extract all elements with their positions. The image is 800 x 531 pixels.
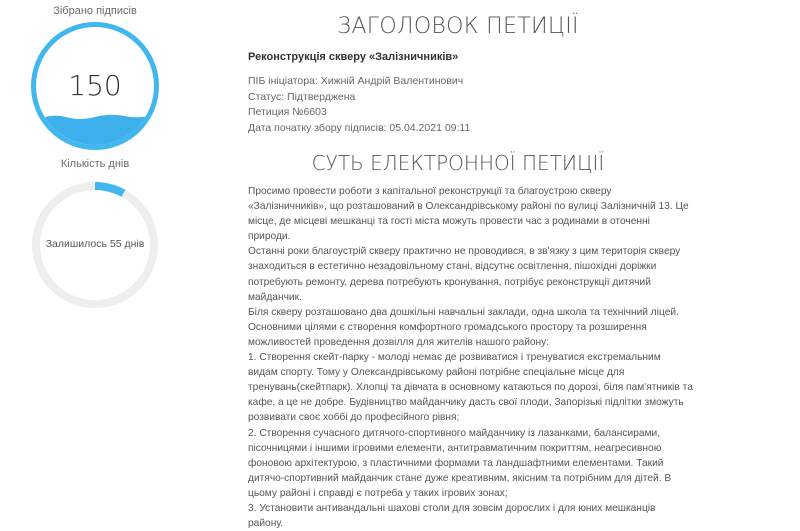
essence-paragraph: 2. Створення сучасного дитячого-спортивного майданчику із лазанками, балансирами, пісочницями і іншими ігровими елементи, антитравматичним покриттям, неагресивною фоновою архітектурою, з пластичними формами та ландшафтними елементами. Такий дитячо-спортивний майданчик стане дуже креативним, якісним та потрібним для дітей. В цьому районі і справді є потреба у таких ігрових зонах;	[248, 427, 672, 499]
petition-number: Петиция №6603	[248, 106, 327, 118]
petition-header: ЗАГОЛОВОК ПЕТИЦІЇ	[337, 14, 579, 39]
essence-paragraph: 3. Установити антивандальні шахові столи для зовсім дорослих і для юних мешканців району.	[248, 502, 656, 530]
essence-paragraph: 1. Створення скейт-парку - молоді немає де розвиватися і тренуватися екстремальним видам спорту. Тому у Олександрівському районі потрібне спеціальне місце для тренувань(скейтпарк). Хлопці та дівчата в основному катаються по дорозі, біля пам'ятників та кафе, а це не добре. Будівництво майданчику дасть свої плоди, Запорізькі підлітки зможуть розвивати своє хоббі до професійного рівня;	[248, 352, 693, 424]
days-label: Кількість днів	[60, 158, 130, 170]
wave-shape	[36, 111, 154, 121]
essence-paragraph: Останні роки благоустрій скверу практично не проводився, в зв'язку з цим територія скверу знаходиться в естетично незадовільному стані, відсутнє освітлення, пішохідні доріжки потребують ремонту, дерева потребують кронування, потрібує реконструкції дитячий майданчик.	[248, 246, 681, 303]
days-left-text: Залишилось 55 днів	[45, 238, 145, 250]
essence-paragraph: Просимо провести роботи з капітальної реконструкції та благоустрою скверу «Залізничників», що розташований в Олександрівському районі по вулиці Залізничній 13. Це місце, де місцеві мешканці та гості міста можуть провести час з родинами в оточенні природи.	[248, 186, 689, 243]
initiator-info: ПІБ ініціатора: Хижній Андрій Валентинович	[248, 75, 464, 87]
essence-paragraph: Біля скверу розташовано два дошкільні навчальні заклади, одна школа та технічний ліцей.	[248, 306, 679, 318]
essence-header: СУТЬ ЕЛЕКТРОННОЇ ПЕТИЦІЇ	[311, 151, 605, 175]
signatures-fill	[36, 119, 154, 145]
signatures-label: Зібрано підписів	[53, 5, 137, 17]
essence-paragraph: Основними цілями є створення комфортного громадського простору та розширення можливостей проведення дозвілля для жителів нашого району:	[248, 321, 647, 348]
petition-name: Реконструкція скверу «Залізничників»	[248, 51, 459, 63]
signatures-gauge	[31, 22, 159, 150]
essence-body	[248, 184, 693, 531]
start-date: Дата початку збору підписів: 05.04.2021 09:11	[248, 122, 471, 134]
status-info: Статус: Підтверджена	[248, 91, 356, 103]
petition-stats-panel	[0, 0, 220, 468]
signatures-count: 150	[68, 69, 122, 102]
